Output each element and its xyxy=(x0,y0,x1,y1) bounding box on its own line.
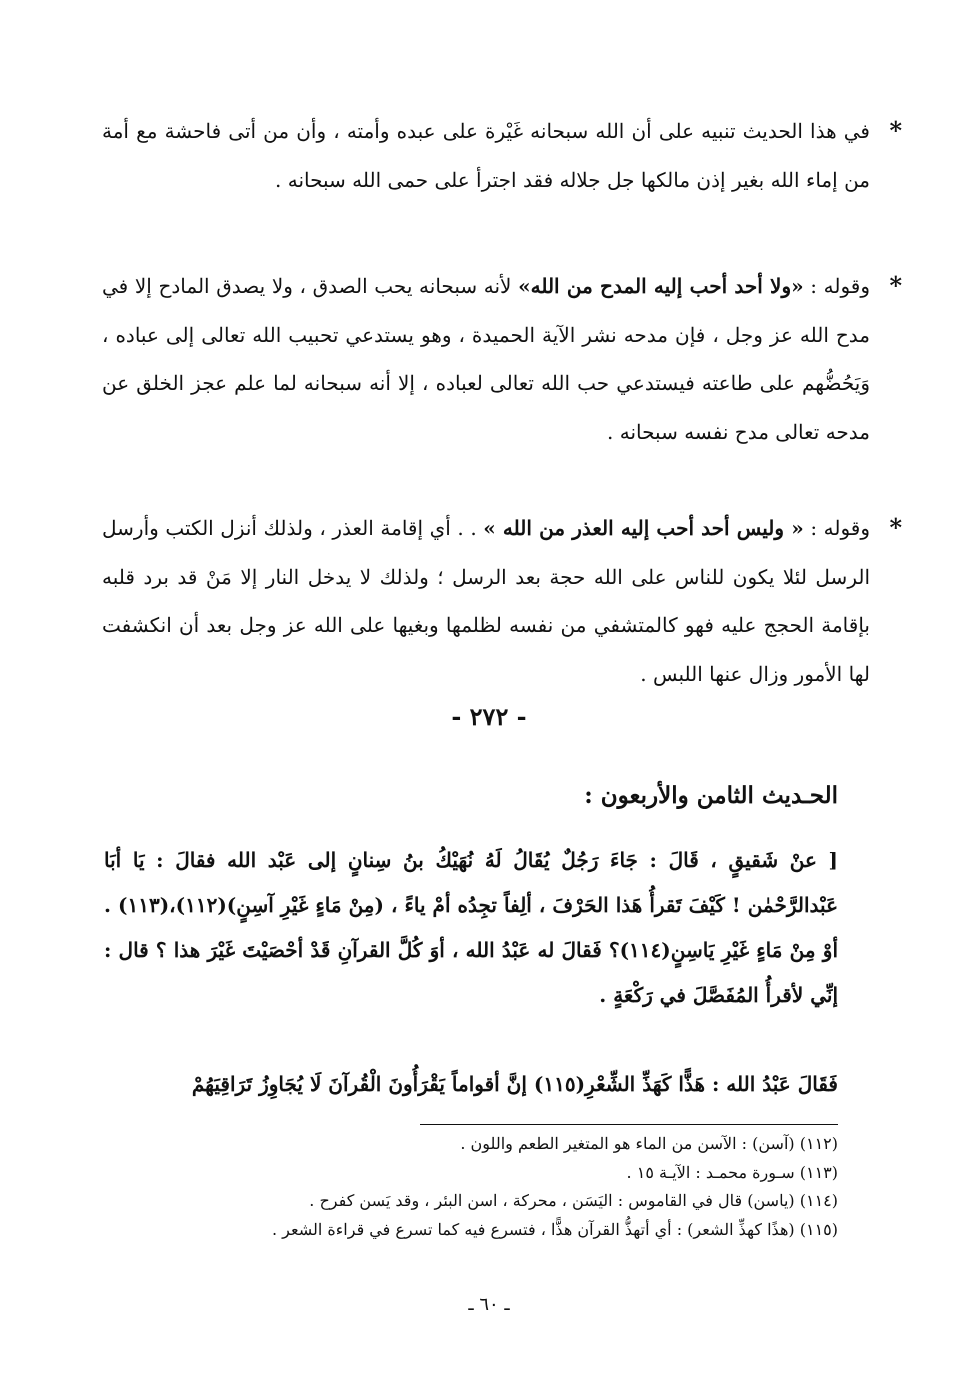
paragraph-3-text: . . أي إقامة العذر ، ولذلك أنزل الكتب وأرسل الرسل لئلا يكون للناس على الله حجة بعد الرسل ؛ ولذلك لا يدخل النار إلا مَنْ قد برد قلبه بإقامة الحجج عليه فهو كالمتشفي من نفسه لظلمها وبغيها على الله عز وجل بعد أن انكشفت لها الأمور وزال عنها اللبس . xyxy=(102,516,870,686)
hadith-title: الحـديث الثامن والأربعون : xyxy=(584,782,838,809)
footnote-item: (١١٣) سـورة محمـد : الآيـة ١٥ . xyxy=(626,1162,838,1182)
commentary-paragraph-3 xyxy=(102,504,902,698)
footnotes-list xyxy=(120,1130,838,1244)
footnote-item: (١١٢) (آسن) : الآسن من الماء هو المتغير الطعم واللون . xyxy=(460,1134,838,1153)
asterisk-icon: * xyxy=(889,116,902,145)
asterisk-icon: * xyxy=(889,271,902,300)
hadith-text: [ عنْ شَقيقٍ ، قَالَ : جَاءَ رَجُلٌ يُقَالُ لَهُ نُهَيْكُ بنُ سِنانٍ إلى عَبْد الله فقالَ : يَا أبَا عَبْدالرَّحْمٰن ! كَيْفَ تَقرأُ هَذا الحَرْفَ ، ألِفاً تجِدُه أمْ ياءً ، (مِنْ مَاءٍ غَيْرِ آسِنٍ)(١١٢)،(١١٣) . أوْ مِنْ مَاءٍ غَيْرِ يَاسِنٍ(١١٤)؟ فَقالَ له عَبْدُ الله ، أوَ كُلَّ القرآنِ قَدْ أحْصَيْتَ غَيْرَ هذا ؟ قال : إنِّي لأقرأُ المُفَصَّلَ في رَكْعَةٍ . xyxy=(104,848,839,1007)
paragraph-3-quote: « وليس أحد أحب إليه العذر من الله » xyxy=(483,516,804,540)
commentary-paragraph-2 xyxy=(102,262,902,456)
paragraph-2-lead: وقوله : xyxy=(803,274,871,298)
commentary-paragraph-1 xyxy=(102,107,902,204)
paragraph-3-lead: وقوله : xyxy=(803,516,871,540)
page-number: ـ ٦٠ ـ xyxy=(468,1294,510,1315)
section-page-number: - ٢٧٢ - xyxy=(451,702,527,731)
footnote-item: (١١٤) (ياسن) قال في القاموس : اليَسَن ، محركة ، اسن البئر ، وقد يَسن كفرح . xyxy=(309,1191,838,1210)
asterisk-icon: * xyxy=(889,513,902,542)
paragraph-2-quote: «ولا أحد أحب إليه المدح من الله» xyxy=(518,274,804,298)
footnote-item: (١١٥) (هذًا كهذِّ الشعر) : أي أتهذُّ القرآن هذًّا ، فتسرع فيه كما تسرع في قراءة الشعر . xyxy=(271,1219,838,1239)
paragraph-2-text: لأنه سبحانه يحب الصدق ، ولا يصدق المادح إلا في مدح الله عز وجل ، فإن مدحه نشر الآية الحميدة ، وهو يستدعي تحبيب الله تعالى إلى عباده ، وَيَحُضُّهم على طاعته فيستدعي حب الله تعالى لعباده ، إلا أنه سبحانه لما علم عجز الخلق عن مدحه تعالى مدح نفسه سبحانه . xyxy=(102,274,870,444)
hadith-text-continued: فَقَالَ عَبْدُ الله : هَذًّا كَهَذِّ الشِّعْرِ(١١٥) إنَّ أقواماً يَقْرَأُونَ الْقُرآنَ لَا يُجَاوِزُ تَرَاقِيَهُمْ xyxy=(191,1072,838,1096)
paragraph-1-text: في هذا الحديث تنبيه على أن الله سبحانه غَيْرة على عبده وأمته ، وأن من أتى فاحشة مع أمة من إماء الله بغير إذن مالكها جل جلاله فقد اجترأ على حمى الله سبحانه . xyxy=(102,119,870,192)
footnote-divider xyxy=(420,1124,838,1125)
